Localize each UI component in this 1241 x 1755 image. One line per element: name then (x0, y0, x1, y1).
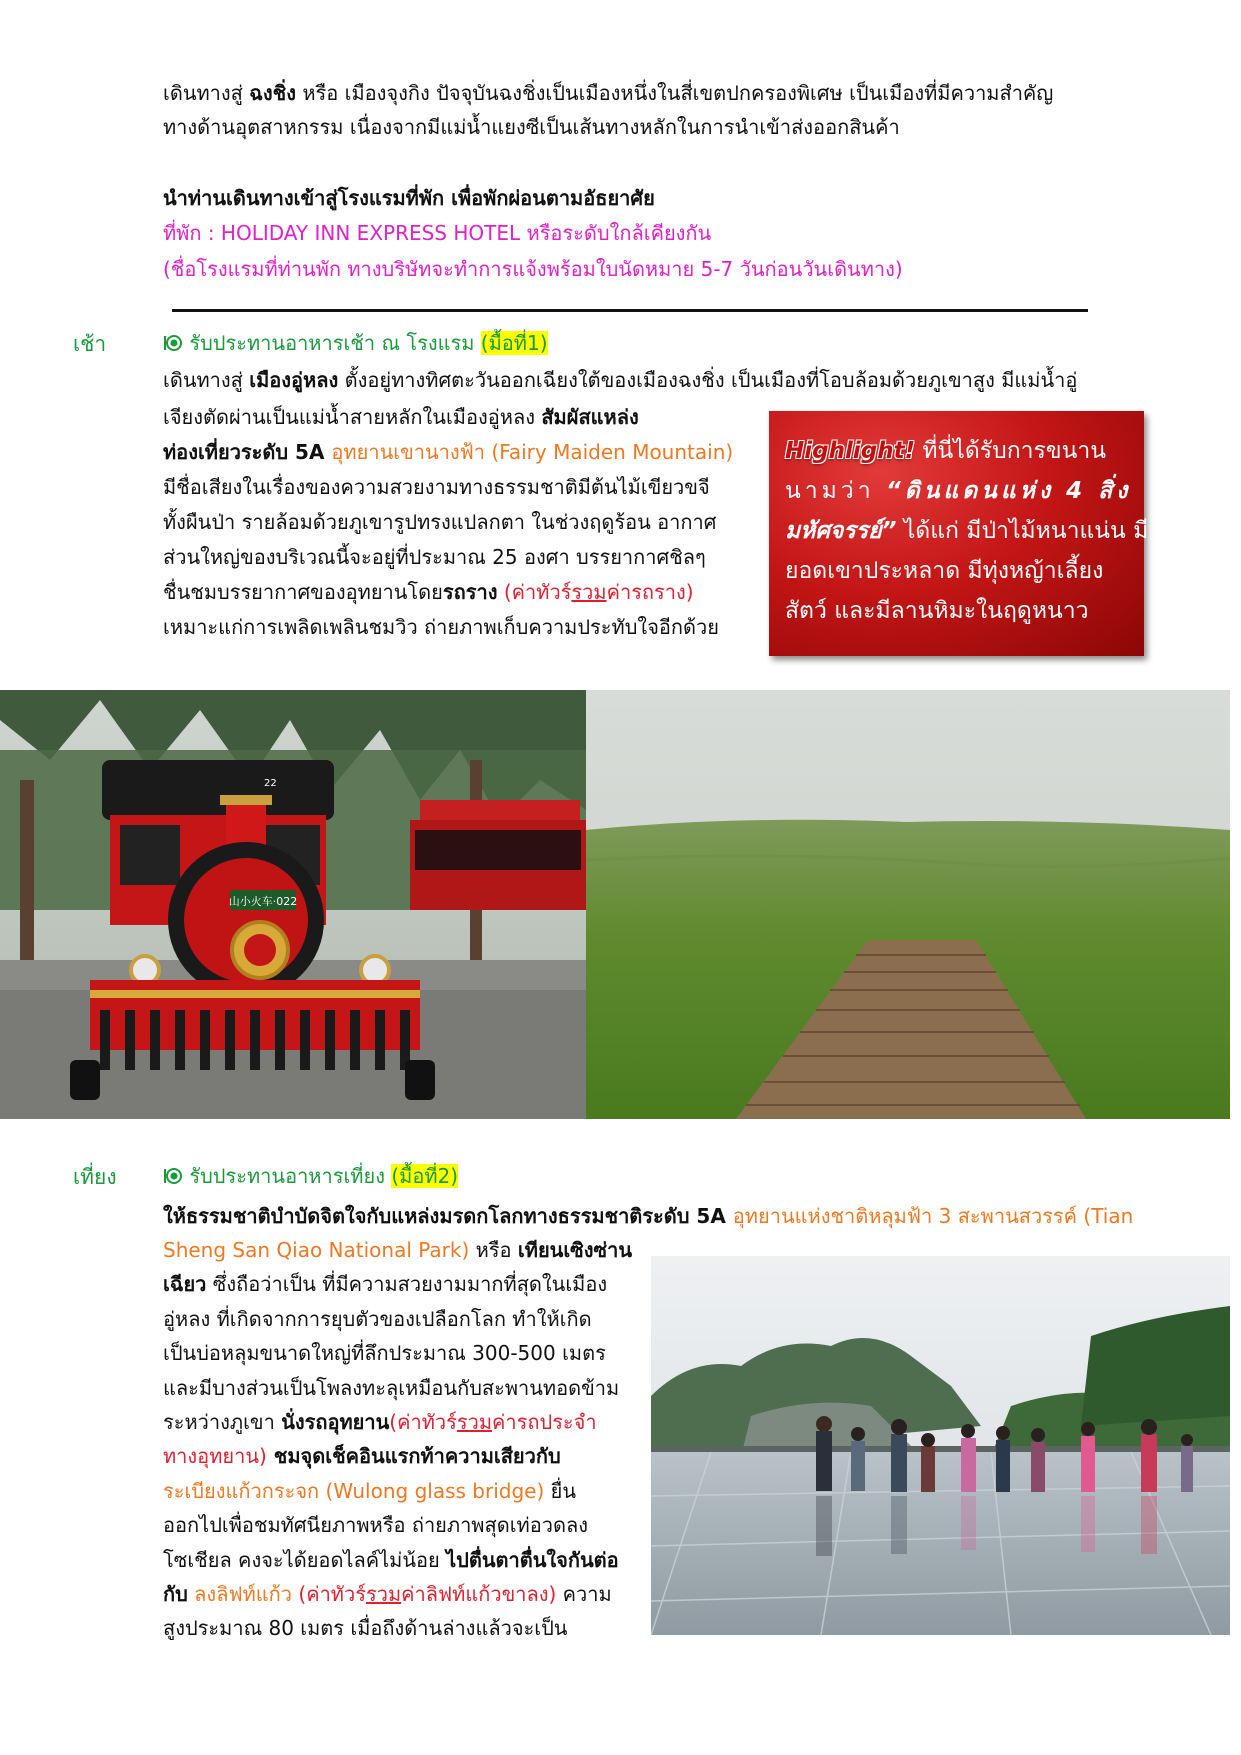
park-name: Sheng San Qiao National Park) (163, 1238, 470, 1262)
noon-line-1 (163, 1199, 1133, 1233)
text: ที่นี่ได้รับการขนาน (915, 438, 1106, 464)
morning-line-1 (163, 363, 1077, 397)
text: โซเชียล คงจะได้ยอดไลค์ไม่น้อย (163, 1547, 447, 1572)
highlight-box (769, 411, 1149, 656)
bridge-name: ระเบียงแก้วกระจก (Wulong glass bridge) (163, 1478, 545, 1503)
elevator-name: ลงลิฟท์แก้ว (187, 1582, 293, 1607)
morning-label: เช้า (73, 332, 107, 356)
intro-line-1 (163, 76, 1053, 110)
meal-tag: (มื้อที่1) (480, 331, 548, 355)
bold-text: ให้ธรรมชาติบำบัดจิตใจกับแหล่งมรดกโลกทางธรรมชาติระดับ 5A (163, 1204, 733, 1228)
meal-text: รับประทานอาหารเที่ยง (189, 1164, 392, 1188)
bold-text: กับ (163, 1582, 188, 1607)
highlight-line-5: สัตว์ และมีลานหิมะในฤดูหนาว (785, 598, 1089, 624)
highlight-badge: Highlight! (785, 438, 916, 464)
hotel-note: (ชื่อโรงแรมที่ท่านพัก ทางบริษัทจะทำการแจ้งพร้อมใบนัดหมาย 5-7 วันก่อนวันเดินทาง) (163, 257, 903, 281)
text: ระหว่างภูเขา (163, 1410, 282, 1435)
morning-line-7 (163, 575, 733, 610)
noon-line-7 (163, 1405, 632, 1439)
bold-text: เทียนเซิงซ่าน (517, 1238, 632, 1262)
highlight-quote: “ดินแดนแห่ง 4 สิ่ง (885, 478, 1132, 504)
morning-line-6: ส่วนใหญ่ของบริเวณนี้จะอยู่ที่ประมาณ 25 องศา บรรยากาศชิลๆ (163, 545, 706, 569)
hotel-title: นำท่านเดินทางเข้าสู่โรงแรมที่พัก เพื่อพักผ่อนตามอัธยาศัย (163, 186, 655, 210)
plate-icon (163, 1162, 183, 1182)
section-divider (172, 309, 1088, 312)
bold-text: ท่องเที่ยวระดับ 5A (163, 440, 332, 464)
meal-text: รับประทานอาหารเช้า ณ โรงแรม (189, 331, 481, 355)
text: ซึ่งถือว่าเป็น ที่มีความสวยงามมากที่สุดในเมือง (206, 1272, 608, 1297)
noon-line-9 (163, 1474, 632, 1508)
fee-included: รวม (365, 1582, 402, 1607)
noon-line-11 (163, 1543, 632, 1577)
fee-included: รวม (571, 580, 607, 604)
fee-note: (ค่าทัวร์ (292, 1582, 366, 1607)
noon-column (163, 1233, 632, 1646)
hotel-name: ที่พัก : HOLIDAY INN EXPRESS HOTEL หรือระดับใกล้เคียงกัน (163, 221, 712, 245)
meal-tag: (มื้อที่2) (391, 1164, 459, 1188)
fee-included: รวม (456, 1410, 493, 1435)
park-name: อุทยานเขานางฟ้า (Fairy Maiden Mountain) (331, 440, 734, 464)
text: ตั้งอยู่ทางทิศตะวันออกเฉียงใต้ของเมืองฉงชิ่ง เป็นเมืองที่โอบล้อมด้วยภูเขาสูง มีแม่น้ำอู่ (338, 368, 1078, 392)
noon-label: เที่ยง (73, 1165, 117, 1189)
morning-meal (163, 326, 548, 360)
text: หรือ (469, 1238, 518, 1262)
park-name: อุทยานแห่งชาติหลุมฟ้า 3 สะพานสวรรค์ (Tian (732, 1204, 1134, 1228)
noon-line-12 (163, 1577, 632, 1611)
tram: รถราง (442, 580, 498, 604)
morning-line-4: มีชื่อเสียงในเรื่องของความสวยงามทางธรรมชาติมีต้นไม้เขียวขจี (163, 475, 710, 499)
highlight-line-2 (785, 473, 1131, 509)
morning-line-2 (163, 400, 733, 435)
noon-meal (163, 1159, 458, 1193)
highlight-line-3 (785, 513, 1148, 549)
meadow-photo (586, 690, 1230, 1119)
highlight-quote: มหัศจรรย์” (785, 518, 897, 544)
text: ยื่น (544, 1478, 576, 1503)
noon-line-2 (163, 1233, 632, 1267)
noon-line-13: สูงประมาณ 80 เมตร เมื่อถึงด้านล่างแล้วจะเป็น (163, 1616, 568, 1641)
intro-text: หรือ เมืองจุงกิง ปัจจุบันฉงชิ่งเป็นเมืองหนึ่งในสี่เขตปกครองพิเศษ เป็นเมืองที่มีความสำคัญ (295, 81, 1054, 105)
tram-sign: 山小火车·022 (228, 895, 298, 908)
morning-line-3 (163, 435, 733, 470)
fee-note: ทางอุทยาน) (163, 1444, 267, 1469)
text: นามว่า (785, 478, 886, 504)
noon-line-3 (163, 1267, 632, 1301)
bold-text: สัมผัสแหล่ง (541, 405, 639, 429)
text: เดินทางสู่ (163, 368, 250, 392)
bold-text: ไปตื่นตาตื่นใจกันต่อ (446, 1547, 619, 1572)
text: ได้แก่ มีป่าไม้หนาแน่น มี (896, 518, 1149, 544)
bold-text: ชมจุดเช็คอินแรกท้าความเสียวกับ (266, 1444, 561, 1469)
text: ชื่นชมบรรยากาศของอุทยานโดย (163, 580, 443, 604)
bold-text: นั่งรถอุทยาน (281, 1410, 390, 1435)
fee-note: (ค่าทัวร์ (497, 580, 572, 604)
noon-line-5: เป็นบ่อหลุมขนาดใหญ่ที่ลึกประมาณ 300-500 เมตร (163, 1341, 606, 1366)
morning-column (163, 400, 733, 645)
highlight-line-1 (785, 433, 1106, 469)
morning-line-5: ทั้งผืนป่า รายล้อมด้วยภูเขารูปทรงแปลกตา ในช่วงฤดูร้อน อากาศ (163, 510, 717, 534)
fee-note: ค่ารถราง) (606, 580, 694, 604)
morning-line-8: เหมาะแก่การเพลิดเพลินชมวิว ถ่ายภาพเก็บความประทับใจอีกด้วย (163, 615, 719, 639)
highlight-line-4: ยอดเขาประหลาด มีทุ่งหญ้าเลี้ยง (785, 558, 1104, 584)
plate-icon (163, 329, 183, 349)
intro-line-2: ทางด้านอุตสาหกรรม เนื่องจากมีแม่น้ำแยงซีเป็นเส้นทางหลักในการนำเข้าส่งออกสินค้า (163, 115, 900, 139)
text: เจียงตัดผ่านเป็นแม่น้ำสายหลักในเมืองอู่หลง (163, 405, 542, 429)
fee-note: (ค่าทัวร์ (389, 1410, 457, 1435)
intro-city: ฉงชิ่ง (249, 81, 296, 105)
tram-photo (0, 690, 586, 1119)
noon-line-4: อู่หลง ที่เกิดจากการยุบตัวของเปลือกโลก ทำให้เกิด (163, 1306, 592, 1331)
glass-bridge-photo (651, 1256, 1230, 1635)
fee-note: ค่ารถประจำ (492, 1410, 597, 1435)
noon-line-6: และมีบางส่วนเป็นโพลงทะลุเหมือนกับสะพานทอดข้าม (163, 1375, 620, 1400)
bold-text: เฉียว (163, 1272, 207, 1297)
noon-line-8 (163, 1439, 632, 1473)
city-name: เมืองอู่หลง (249, 368, 339, 392)
text: ความ (556, 1582, 612, 1607)
fee-note: ค่าลิฟท์แก้วขาลง) (401, 1582, 557, 1607)
intro-text: เดินทางสู่ (163, 81, 250, 105)
noon-line-10: ออกไปเพื่อชมทัศนียภาพหรือ ถ่ายภาพสุดเท่อวดลง (163, 1513, 588, 1538)
tram-number: 22 (264, 778, 277, 789)
